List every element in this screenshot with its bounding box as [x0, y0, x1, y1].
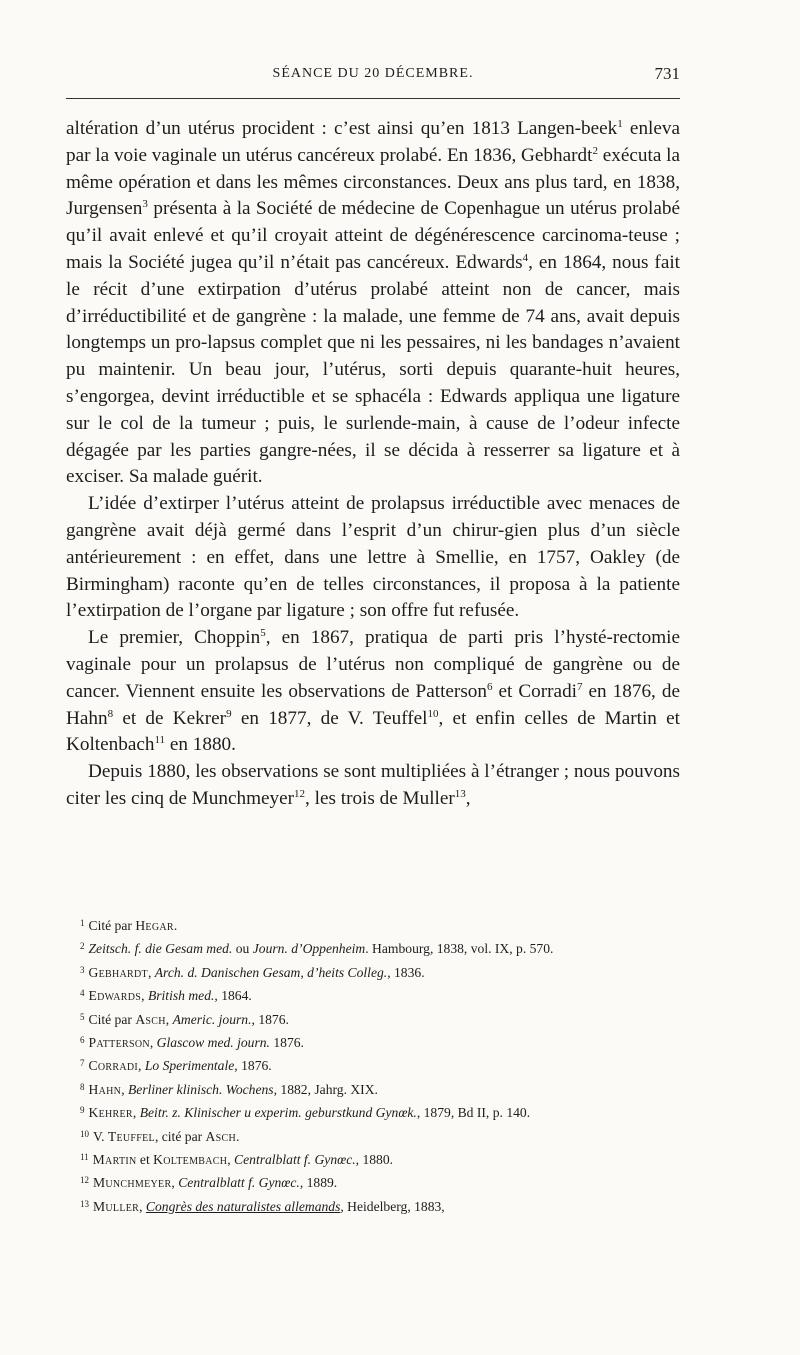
footnote-number: 4 — [80, 988, 85, 999]
footnote-text: ou — [232, 941, 253, 957]
text-run: , et enfin celles de Martin et Koltenbach — [66, 707, 680, 756]
footnote-number: 9 — [80, 1105, 85, 1116]
footnote-number: 8 — [80, 1081, 85, 1092]
text-run: Depuis 1880, les observations se sont multipliées à l’étranger ; nous pouvons citer les cinq de Munchmeyer — [66, 761, 680, 809]
footnote-number: 5 — [80, 1011, 85, 1022]
header-rule — [66, 98, 680, 99]
text-run: , les trois de Muller — [305, 787, 455, 809]
footnote-text: . — [173, 918, 178, 933]
footnote-text: , — [147, 964, 155, 980]
paragraph — [66, 625, 680, 759]
footnote-text: , — [141, 988, 148, 1004]
footnote-ref: 2 — [592, 144, 598, 157]
footnote-author: Hahn — [88, 1081, 122, 1097]
running-title: SÉANCE DU 20 DÉCEMBRE. — [272, 66, 474, 81]
footnote-author: Asch — [135, 1011, 166, 1027]
text-run: , — [465, 787, 471, 809]
footnote-text: , — [149, 1035, 157, 1051]
footnote-number: 12 — [80, 1175, 89, 1186]
footnote-title: Americ. journ. — [172, 1011, 252, 1027]
footnote-author: Teuffel — [107, 1128, 155, 1144]
footnote-text: , — [138, 1058, 145, 1074]
footnote — [66, 1147, 680, 1170]
footnote-number: 13 — [80, 1198, 89, 1209]
text-run: L’idée d’extirper l’utérus atteint de prolapsus irréductible avec menaces de gangrène avait déjà germé dans l’esprit d’un chirur-gien plus d’un siècle antérieurement : en effet, dans une lettre à Smellie, en 1757, Oakley (de Birmingham) raconte qu’en de telles circonstances, il proposa à la patiente l’extirpation de l’organe par ligature ; son offre fut refusée. — [66, 493, 680, 622]
page-header — [66, 62, 680, 88]
text-run: en 1877, de V. Teuffel — [231, 707, 428, 729]
footnote-author: Kehrer — [88, 1105, 133, 1121]
page-number: 731 — [654, 64, 680, 83]
footnote-ref: 6 — [486, 680, 493, 693]
footnote — [66, 913, 680, 936]
footnote-author: Koltembach — [153, 1152, 228, 1168]
footnote — [66, 1170, 680, 1193]
text-run: altération d’un utérus procident : c’est ainsi qu’en 1813 Langen-beek — [66, 118, 618, 139]
footnote-text: et — [136, 1152, 154, 1168]
footnote-ref: 3 — [142, 198, 148, 211]
footnote-title: Journ. d’Oppenheim — [252, 941, 366, 957]
footnote-ref: 12 — [294, 787, 306, 800]
footnote-text: , — [132, 1105, 140, 1121]
footnote-title: British med. — [147, 988, 215, 1004]
footnote-title: Congrès des naturalistes allemands — [145, 1198, 341, 1214]
footnote-title: Berliner klinisch. Wochens — [127, 1081, 274, 1097]
footnote-title: Centralblatt f. Gynœc. — [234, 1152, 356, 1168]
footnote — [66, 1030, 680, 1053]
footnote-text: 1876. — [269, 1035, 304, 1051]
footnote-author: Martin — [92, 1152, 137, 1168]
footnote-author: Patterson — [88, 1035, 150, 1051]
footnote — [66, 1053, 680, 1076]
footnote-text: , 1876. — [251, 1011, 289, 1027]
text-run: et de Kekrer — [113, 707, 227, 729]
footnote-text: . — [236, 1128, 240, 1144]
footnote-number: 3 — [80, 964, 85, 975]
footnote-text: , 1880. — [355, 1152, 394, 1168]
footnote-number: 11 — [80, 1152, 89, 1163]
footnote-title: Glascow med. journ. — [156, 1035, 270, 1051]
text-run: enleva par la voie vaginale un utérus cancéreux prolabé. En 1836, Gebhardt — [66, 118, 680, 166]
text-run: en 1876, de Hahn — [66, 680, 680, 729]
footnote-ref: 13 — [454, 787, 466, 800]
text-run: exécuta la même opération et dans les mêmes circonstances. Deux ans plus tard, en 1838, Jurgensen — [66, 144, 680, 220]
footnote-text: , 1879, Bd II, p. 140. — [416, 1105, 531, 1121]
footnote — [66, 960, 680, 983]
footnote-number: 10 — [80, 1128, 89, 1139]
footnote-text: , 1836. — [387, 964, 425, 980]
footnote-text: , — [139, 1198, 146, 1214]
footnote-ref: 8 — [107, 707, 114, 720]
footnote-text: , — [227, 1152, 235, 1168]
footnote-text: Cité par — [88, 918, 136, 933]
footnote-author: Gebhardt — [88, 964, 148, 980]
body-text — [66, 116, 680, 813]
footnote-number: 1 — [80, 918, 85, 928]
footnote-number: 7 — [80, 1058, 85, 1069]
footnote-ref: 10 — [427, 707, 439, 720]
footnote-title: Centralblatt f. Gynœc. — [178, 1175, 300, 1191]
footnote-text: , 1889. — [299, 1175, 338, 1191]
text-run: présenta à la Société de médecine de Copenhague un utérus prolabé qu’il avait enlevé et qu’il croyait atteint de dégénérescence carcinoma-teuse ; mais la Société jugea qu’il n’était pas cancéreux. Edwards — [66, 198, 680, 273]
footnote-title: Lo Sperimentale — [144, 1058, 235, 1074]
footnote — [66, 983, 680, 1006]
footnote-text: . Hambourg, 1838, vol. IX, p. 570. — [365, 941, 554, 957]
footnote-ref: 7 — [577, 680, 583, 693]
footnote — [66, 1007, 680, 1030]
footnote-author: Muller — [93, 1198, 140, 1214]
footnote — [66, 936, 680, 959]
footnote-text: V. — [93, 1128, 108, 1144]
footnote-ref: 11 — [154, 734, 166, 747]
footnote — [66, 1124, 680, 1147]
text-run: et Corradi — [492, 680, 577, 702]
text-run: en 1880. — [165, 734, 236, 756]
paragraph — [66, 759, 680, 813]
footnote-text: , — [121, 1081, 128, 1097]
footnote-author: Munchmeyer — [93, 1175, 172, 1191]
footnote-text: Cité par — [88, 1011, 136, 1027]
footnote — [66, 1077, 680, 1100]
footnote-ref: 1 — [617, 118, 623, 130]
footnote-ref: 9 — [226, 707, 232, 720]
text-run: , en 1867, pratiqua de parti pris l’hysté-rectomie vaginale pour un prolapsus de l’utérus non compliqué de gangrène ou de cancer. Viennent ensuite les observations de Patterson — [66, 627, 680, 702]
footnote-text: , 1882, Jahrg. XIX. — [273, 1081, 378, 1097]
footnote — [66, 1194, 680, 1217]
footnote-text: , 1876. — [234, 1058, 272, 1074]
footnote-title: Arch. d. Danischen Gesam, d’heits Colleg. — [154, 964, 388, 980]
footnote-text: , — [171, 1175, 179, 1191]
footnote-author: Edwards — [88, 988, 142, 1004]
paragraph — [66, 491, 680, 625]
footnote-text: , cité par — [154, 1128, 206, 1144]
text-run: Le premier, Choppin — [88, 627, 261, 649]
footnote-title: Zeitsch. f. die Gesam med. — [88, 941, 233, 957]
footnotes — [66, 913, 680, 1217]
footnote-text: , — [165, 1011, 173, 1027]
footnote-author: Corradi — [88, 1058, 139, 1074]
footnote-number: 6 — [80, 1035, 85, 1046]
footnote-text: , Heidelberg, 1883, — [340, 1198, 445, 1214]
footnote-number: 2 — [80, 941, 85, 952]
footnote — [66, 1100, 680, 1123]
footnote-author: Asch — [205, 1128, 237, 1144]
footnote-title: Beitr. z. Klinischer u experim. geburstkund Gynœk. — [139, 1105, 417, 1121]
footnote-text: , 1864. — [214, 988, 252, 1004]
footnote-ref: 5 — [260, 627, 266, 640]
footnote-author: Hegar — [135, 918, 174, 933]
footnote-ref: 4 — [522, 251, 529, 264]
text-run: , en 1864, nous fait le récit d’une extirpation d’utérus prolabé atteint non de cancer, mais d’irréductibilité et de gangrène : la malade, une femme de 74 ans, avait depuis longtemps un pro-lapsus complet que ni les pessaires, ni les bandages n’avaient pu maintenir. Un beau jour, l’utérus, sorti depuis quarante-huit heures, s’engorgea, devint irréductible et se sphacéla : Edwards appliqua une ligature sur le col de la tumeur ; puis, le surlende-main, à cause de l’odeur infecte dégagée par les parties gangre-nées, il se décida à resserrer sa ligature et à exciser. Sa malade guérit. — [66, 251, 680, 488]
paragraph — [66, 116, 680, 491]
